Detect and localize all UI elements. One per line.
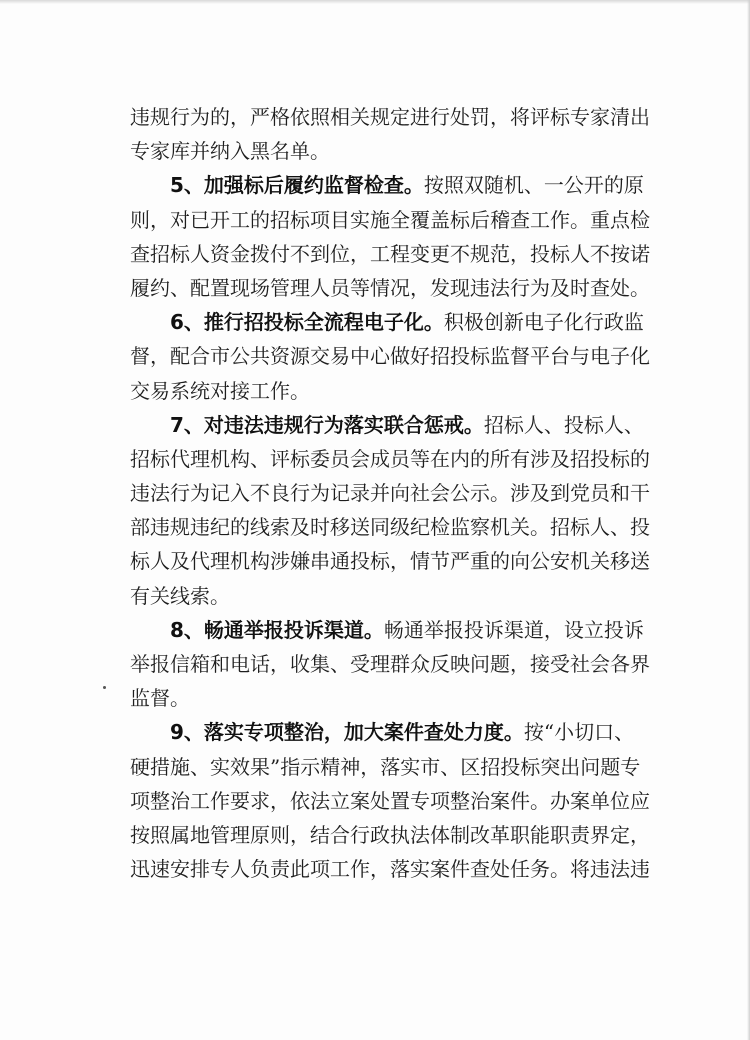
text-line xyxy=(130,579,650,613)
text-run: 督，配合市公共资源交易中心做好招投标监督平台与电子化 xyxy=(130,344,650,369)
text-run: 专家库并纳入黑名单。 xyxy=(130,139,330,164)
section-heading: 7、对违法违规行为落实联合惩戒。 xyxy=(170,412,484,437)
text-line xyxy=(130,374,650,408)
text-line xyxy=(130,476,650,510)
text-run: 迅速安排专人负责此项工作，落实案件查处任务。将违法违 xyxy=(130,857,650,882)
text-line xyxy=(130,168,650,202)
text-run: 畅通举报投诉渠道，设立投诉 xyxy=(383,617,644,642)
text-line xyxy=(130,442,650,476)
text-line xyxy=(130,647,650,681)
section-heading: 9、落实专项整治，加大案件查处力度。 xyxy=(170,720,524,745)
text-run: 按照属地管理原则，结合行政执法体制改革职能职责界定， xyxy=(130,822,650,847)
text-run: 按“小切口、 xyxy=(523,720,635,745)
text-line xyxy=(130,784,650,818)
text-run: 则，对已开工的招标项目实施全覆盖标后稽查工作。重点检 xyxy=(130,207,650,232)
text-line xyxy=(130,100,650,134)
text-run: 硬措施、实效果”指示精神，落实市、区招投标突出问题专 xyxy=(130,754,641,779)
text-line xyxy=(130,544,650,578)
text-run: 招标人、投标人、 xyxy=(483,412,644,437)
document-body xyxy=(130,100,650,886)
text-run: 部违规违纪的线索及时移送同级纪检监察机关。招标人、投 xyxy=(130,515,650,540)
section-heading: 5、加强标后履约监督检查。 xyxy=(170,173,424,198)
text-line xyxy=(130,203,650,237)
text-line xyxy=(130,818,650,852)
text-run: 有关线索。 xyxy=(130,583,230,608)
text-run: 监督。 xyxy=(130,686,190,711)
scan-speck xyxy=(103,686,106,689)
text-line xyxy=(130,305,650,339)
text-line xyxy=(130,408,650,442)
text-run: 招标代理机构、评标委员会成员等在内的所有涉及招投标的 xyxy=(130,446,650,471)
text-run: 积极创新电子化行政监 xyxy=(443,310,644,335)
text-run: 项整治工作要求，依法立案处置专项整治案件。办案单位应 xyxy=(130,788,650,813)
text-run: 违规行为的，严格依照相关规定进行处罚，将评标专家清出 xyxy=(130,105,650,129)
text-line xyxy=(130,715,650,749)
text-line xyxy=(130,750,650,784)
text-run: 违法行为记入不良行为记录并向社会公示。涉及到党员和干 xyxy=(130,481,650,506)
text-line xyxy=(130,613,650,647)
section-heading: 8、畅通举报投诉渠道。 xyxy=(170,617,384,642)
text-run: 查招标人资金拨付不到位，工程变更不规范，投标人不按诺 xyxy=(130,241,650,266)
text-run: 标人及代理机构涉嫌串通投标，情节严重的向公安机关移送 xyxy=(130,549,650,574)
text-line xyxy=(130,852,650,886)
text-line xyxy=(130,339,650,373)
text-run: 举报信箱和电话，收集、受理群众反映问题，接受社会各界 xyxy=(130,652,650,676)
text-run: 按照双随机、一公开的原 xyxy=(423,173,644,198)
text-line xyxy=(130,510,650,544)
text-line xyxy=(130,681,650,715)
text-run: 履约、配置现场管理人员等情况，发现违法行为及时查处。 xyxy=(130,275,650,300)
text-run: 交易系统对接工作。 xyxy=(130,378,310,403)
section-heading: 6、推行招投标全流程电子化。 xyxy=(170,310,444,335)
text-line xyxy=(130,237,650,271)
text-line xyxy=(130,271,650,305)
text-line xyxy=(130,134,650,168)
scan-edge-top xyxy=(0,0,750,4)
